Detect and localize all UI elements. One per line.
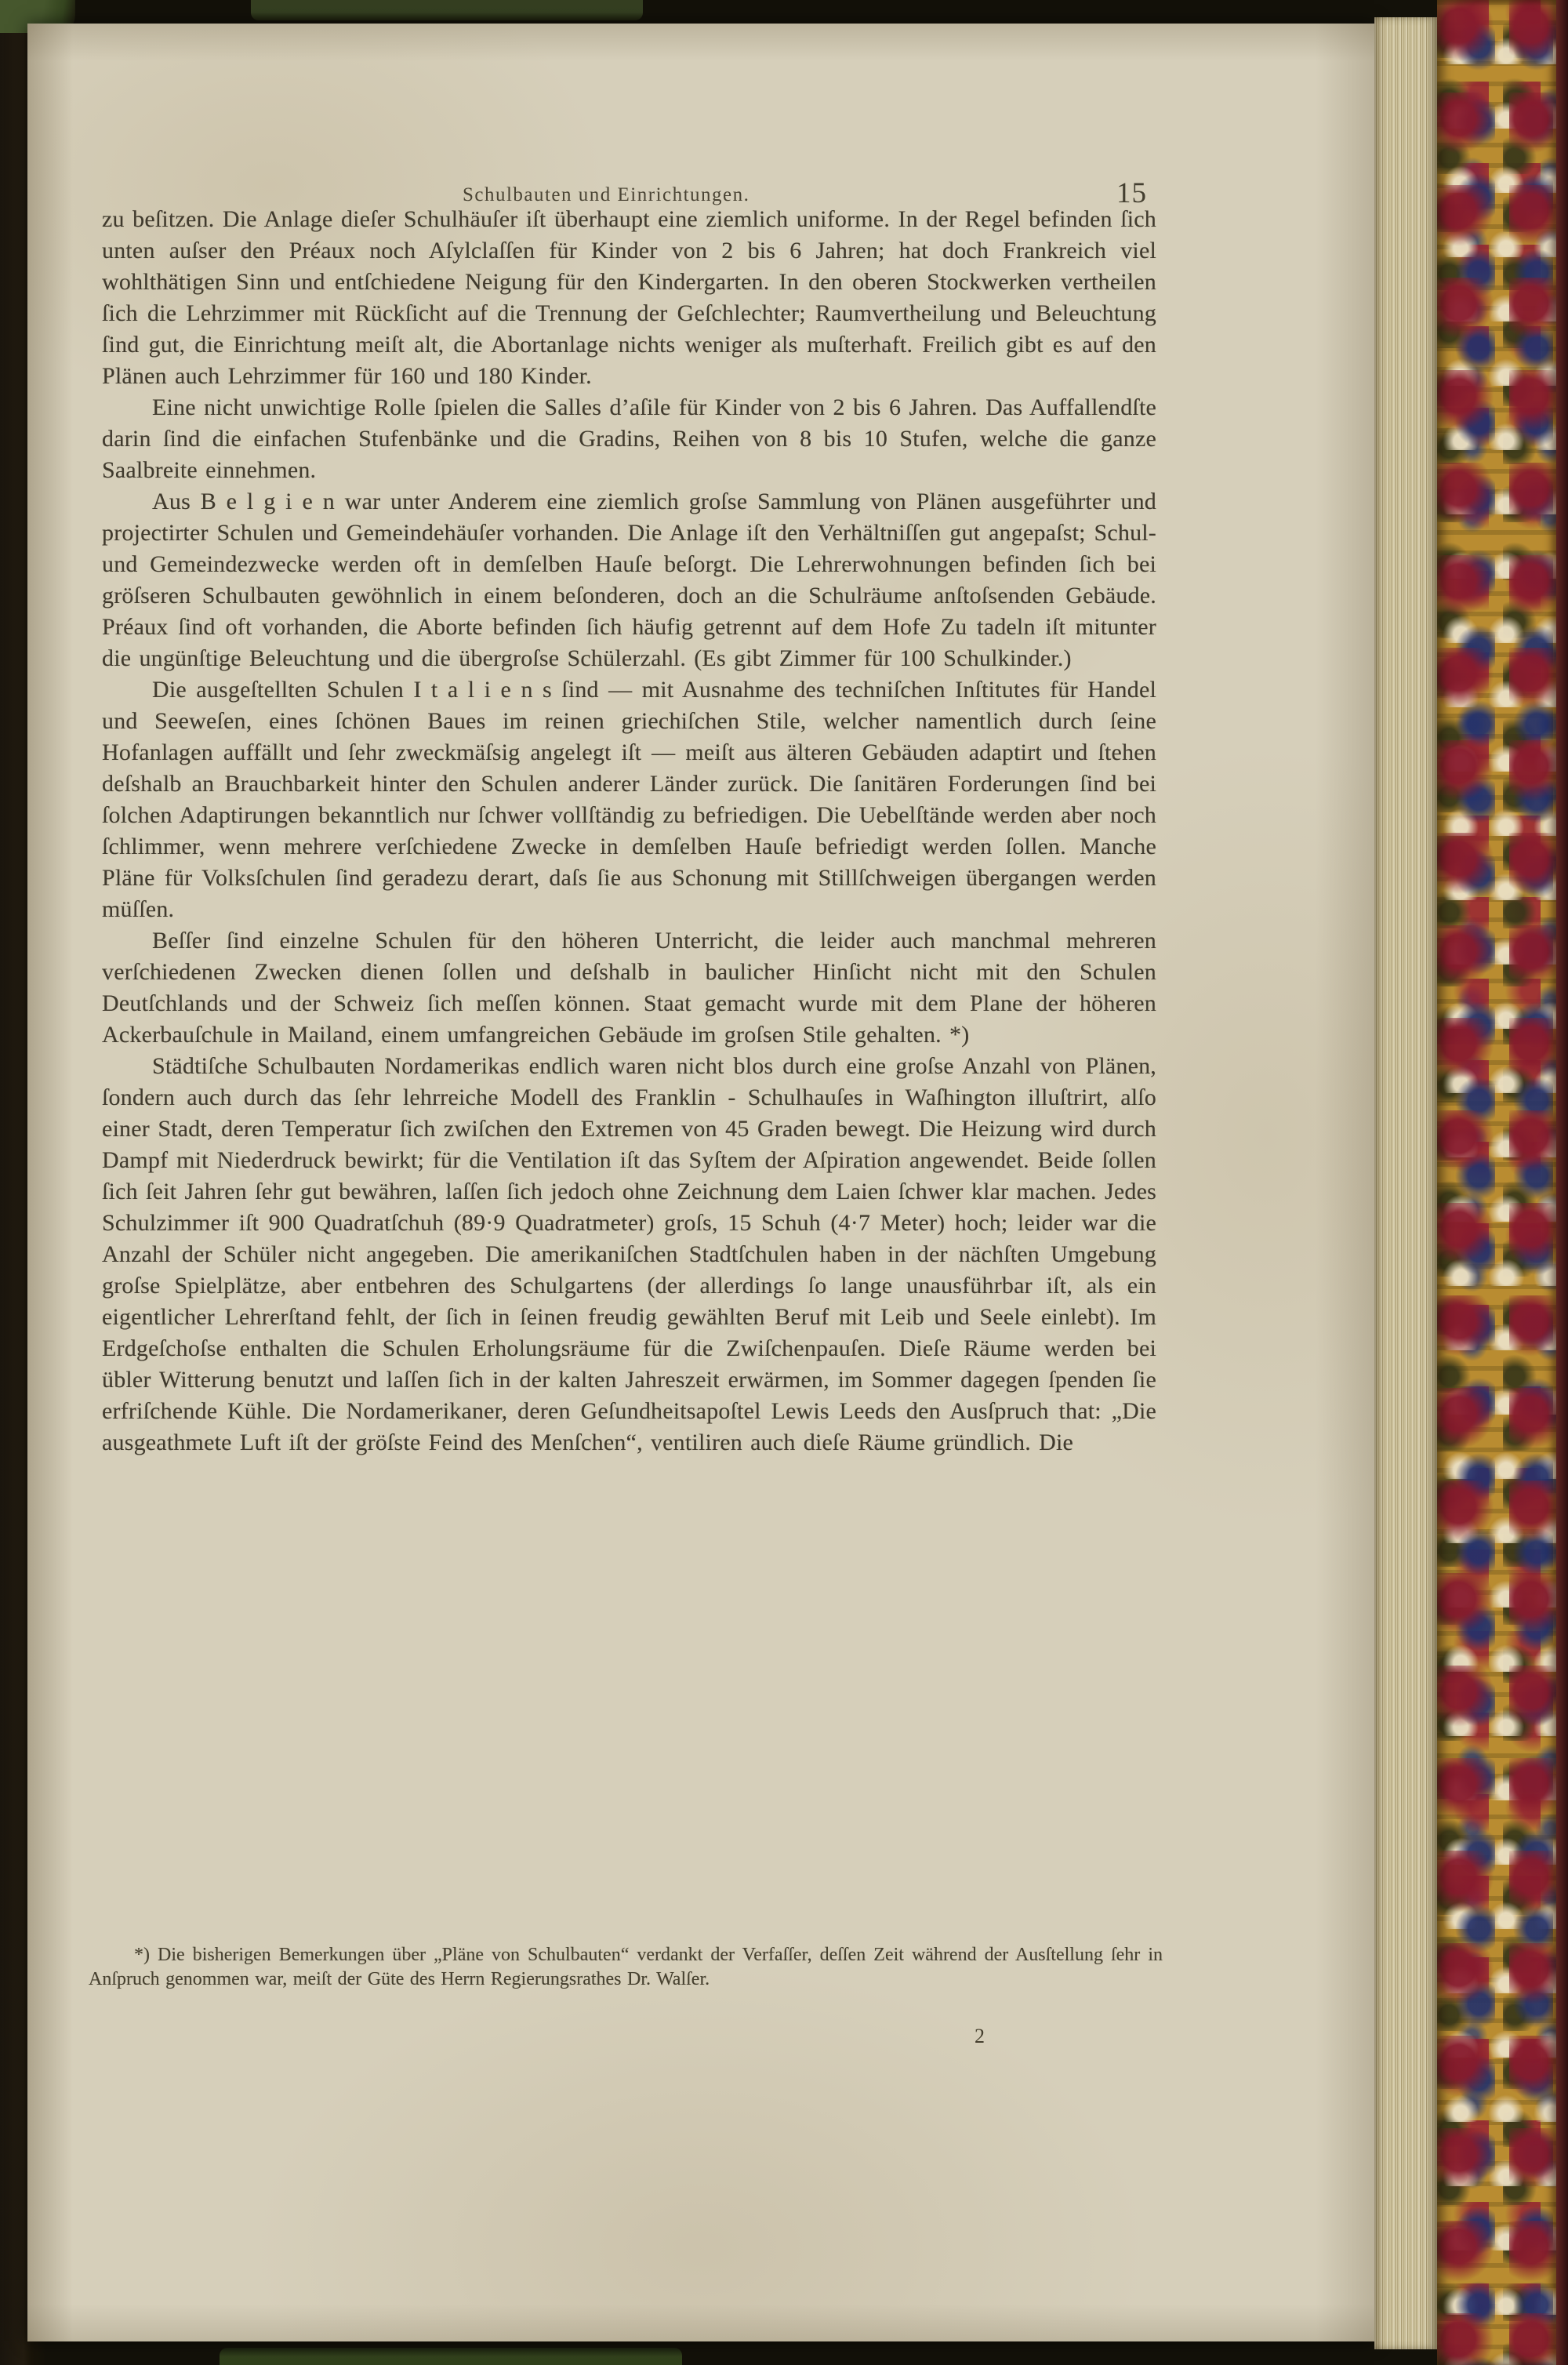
book-page — [27, 24, 1374, 2341]
signature-mark: 2 — [975, 2025, 985, 2047]
footnote: *) Die bisherigen Bemerkungen über „Pläne von Schulbauten“ verdankt der Verfaſſer, deſſen Zeit während der Ausſtellung ſehr in Anſpruch genommen war, meiſt der Güte des Herrn Regierungsrathes Dr. Walſer. — [89, 1945, 1163, 1989]
paragraph-1: zu beſitzen. Die Anlage dieſer Schulhäuſer iſt überhaupt eine ziemlich uniforme. In der Regel befinden ſich unten auſser den Préaux noch Aſylclaſſen für Kinder von 2 bis 6 Jahren; hat doch Frankreich viel wohlthätigen Sinn und entſchiedene Neigung für den Kindergarten. In den oberen Stockwerken vertheilen ſich die Lehrzimmer mit Rückſicht auf die Trennung der Geſchlechter; Raumvertheilung und Beleuchtung ſind gut, die Einrichtung meiſt alt, die Abortanlage nichts weniger als muſterhaft. Freilich gibt es auf den Plänen auch Lehrzimmer für 160 und 180 Kinder. — [102, 206, 1156, 389]
paragraph-6: Städtiſche Schulbauten Nordamerikas endlich waren nicht blos durch eine groſse Anzahl von Plänen, ſondern auch durch das ſehr lehrreiche Modell des Franklin - Schulhauſes in Waſhington illuſtrirt, alſo einer Stadt, deren Temperatur ſich zwiſchen den Extremen von 45 Graden bewegt. Die Heizung wird durch Dampf mit Niederdruck bewirkt; für die Ventilation iſt das Syſtem der Aſpiration angewendet. Beide ſollen ſich ſeit Jahren ſehr gut bewähren, laſſen ſich jedoch ohne Zeichnung dem Laien ſchwer klar machen. Jedes Schulzimmer iſt 900 Quadratſchuh (89·9 Quadratmeter) groſs, 15 Schuh (4·7 Meter) hoch; leider war die Anzahl der Schüler nicht angegeben. Die amerikaniſchen Stadtſchulen haben in der nächſten Umgebung groſse Spielplätze, aber entbehren des Schulgartens (der allerdings ſo lange unausführbar iſt, als ein eigentlicher Lehrerſtand fehlt, der ſich in ſeinen freudig gewählten Beruf mit Leib und Seele einlebt). Im Erdgeſchoſse enthalten die Schulen Erholungsräume für die Zwiſchenpauſen. Dieſe Räume werden bei übler Witterung benutzt und laſſen ſich in der kalten Jahreszeit erwärmen, im Sommer dagegen ſpenden ſie erfriſchende Kühle. Die Nordamerikaner, deren Geſundheitsapoſtel Lewis Leeds den Ausſpruch that: „Die ausgeathmete Luft iſt der gröſste Feind des Menſchen“, ventiliren auch dieſe Räume gründlich. Die — [102, 1053, 1156, 1455]
page-edges — [1374, 17, 1437, 2349]
paragraph-2: Eine nicht unwichtige Rolle ſpielen die Salles d’aſile für Kinder von 2 bis 6 Jahren. Das Auffallendſte darin ſind die einfachen Stufenbänke und die Gradins, Reihen von 8 bis 10 Stufen, welche die ganze Saalbreite einnehmen. — [102, 394, 1156, 483]
paragraph-5: Beſſer ſind einzelne Schulen für den höheren Unterricht, die leider auch manchmal mehreren verſchiedenen Zwecken dienen ſollen und deſshalb in baulicher Hinſicht nicht mit den Schulen Deutſchlands und der Schweiz ſich meſſen können. Staat gemacht wurde mit dem Plane der höheren Ackerbauſchule in Mailand, einem umfangreichen Gebäude im groſsen Stile gehalten. *) — [102, 928, 1156, 1048]
book-cover-bottom-edge — [220, 2348, 682, 2365]
paragraph-4: Die ausgeſtellten Schulen I t a l i e n s ſind — mit Ausnahme des techniſchen Inſtitutes für Handel und Seeweſen, eines ſchönen Baues im reinen griechiſchen Stile, welcher namentlich durch ſeine Hofanlagen auffällt und ſehr zweckmäſsig angelegt iſt — meiſt aus älteren Gebäuden adaptirt und ſtehen deſshalb an Brauchbarkeit hinter den Schulen anderer Länder zurück. Die ſanitären Forderungen ſind bei ſolchen Adaptirungen bekanntlich nur ſchwer vollſtändig zu befriedigen. Die Uebelſtände werden aber noch ſchlimmer, wenn mehrere verſchiedene Zwecke in demſelben Hauſe befriedigt werden ſollen. Manche Pläne für Volksſchulen ſind geradezu derart, daſs ſie aus Schonung mit Stillſchweigen übergangen werden müſſen. — [102, 677, 1156, 922]
spine-leather — [1556, 0, 1568, 2365]
page-number: 15 — [1116, 177, 1147, 209]
body-text — [102, 204, 1156, 1459]
paragraph-3: Aus B e l g i e n war unter Anderem eine ziemlich groſse Sammlung von Plänen ausgeführter und projectirter Schulen und Gemeindehäuſer vorhanden. Die Anlage iſt den Verhältniſſen gut angepaſst; Schul- und Gemeindezwecke werden oft in demſelben Hauſe beſorgt. Die Lehrerwohnungen befinden ſich bei gröſseren Schulbauten gewöhnlich in einem beſonderen, doch an die Schulräume anſtoſsenden Gebäude. Préaux ſind oft vorhanden, die Aborte befinden ſich häufig getrennt auf dem Hofe Zu tadeln iſt mitunter die ungünſtige Beleuchtung und die übergroſse Schülerzahl. (Es gibt Zimmer für 100 Schulkinder.) — [102, 489, 1156, 671]
marbled-endpaper — [1437, 0, 1556, 2365]
running-title: Schulbauten und Einrichtungen. — [462, 184, 750, 205]
book-cover-top-edge — [251, 0, 643, 20]
